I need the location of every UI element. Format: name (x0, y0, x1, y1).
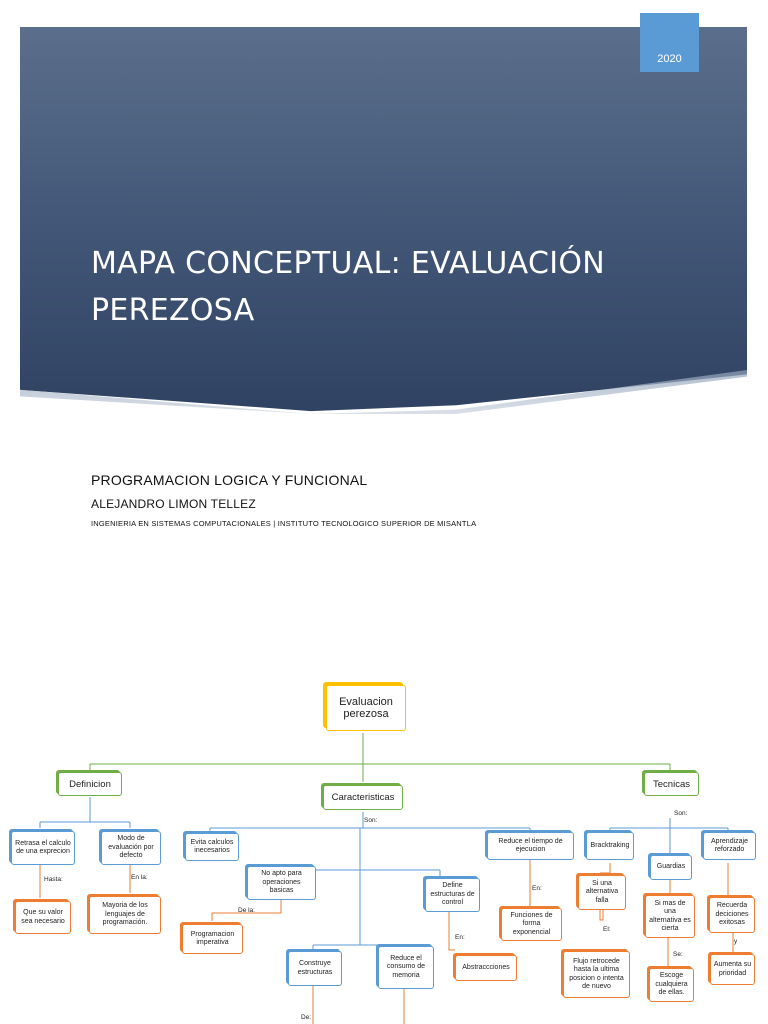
funciones-node: Funciones de forma exponencial (501, 908, 562, 941)
mayoria-node: Mayoria de los lenguajes de programación. (89, 896, 161, 934)
document-title (91, 240, 691, 334)
label-y: y (734, 938, 738, 945)
tecnicas-node: Tecnicas (644, 772, 699, 796)
aumenta-node: Aumenta su prioridad (710, 954, 755, 985)
label-son-tecnicas: Son: (674, 810, 688, 817)
define-node: Define estructuras de control (425, 878, 480, 912)
author-name: ALEJANDRO LIMON TELLEZ (91, 497, 256, 511)
recuerda-node: Recuerda deciciones exitosas (709, 897, 755, 933)
reduce-memoria-node: Reduce el consumo de memoria (378, 946, 434, 989)
subject-name: PROGRAMACION LOGICA Y FUNCIONAL (91, 472, 368, 488)
escoge-node: Escoge cualquiera de ellas. (649, 968, 694, 1002)
caracteristicas-node: Caracteristicas (323, 785, 403, 810)
definicion-node: Definicion (58, 772, 122, 796)
title-line-1: MAPA CONCEPTUAL: EVALUACIÓN (91, 246, 605, 281)
root-node: Evaluacion perezosa (326, 685, 406, 731)
aprendizaje-node: Aprendizaje reforzado (703, 832, 756, 860)
noapto-node: No apto para operaciones basicas (247, 866, 316, 900)
progimp-node: Programacion imperativa (182, 924, 243, 954)
label-de: De: (301, 1014, 312, 1021)
organization-line: INGENIERIA EN SISTEMAS COMPUTACIONALES | INSTITUTO TECNOLOGICO SUPERIOR DE MISANTLA (91, 519, 477, 528)
flujo-node: Flujo retrocede hasta la ultima posicion o intenta de nuevo (563, 951, 630, 998)
evita-node: Evita calculos inecesarios (185, 833, 239, 861)
label-hasta: Hasta: (44, 876, 63, 883)
si-falla-node: Si una alternativa falla (578, 875, 626, 910)
label-el: El: (603, 926, 611, 933)
label-en-funciones: En: (532, 885, 542, 892)
label-se: Se: (673, 951, 683, 958)
si-mas-node: Si mas de una alternativa es cierta (645, 895, 695, 938)
year-text: 2020 (657, 53, 682, 65)
backtracking-node: Bracktraking (586, 832, 634, 860)
valor-node: Que su valor sea necesario (15, 901, 71, 934)
reduce-tiempo-node: Reduce el tiempo de ejecucion (487, 832, 574, 860)
title-line-2: PEREZOSA (91, 293, 255, 328)
label-en-la: En la: (131, 874, 148, 881)
label-en-abstracciones: En: (455, 934, 465, 941)
label-son: Son: (364, 817, 378, 824)
abstracciones-node: Abstraccciones (455, 955, 517, 981)
retrasa-node: Retrasa el calculo de una exprecion (11, 831, 75, 865)
cover-banner (20, 27, 747, 413)
concept-map (0, 670, 768, 1024)
guardias-node: Guardias (650, 855, 692, 880)
label-de-la: De la: (238, 907, 255, 914)
modo-node: Modo de evaluación por defecto (101, 831, 161, 865)
year-badge (640, 13, 699, 72)
construye-node: Construye estructuras (288, 951, 342, 986)
